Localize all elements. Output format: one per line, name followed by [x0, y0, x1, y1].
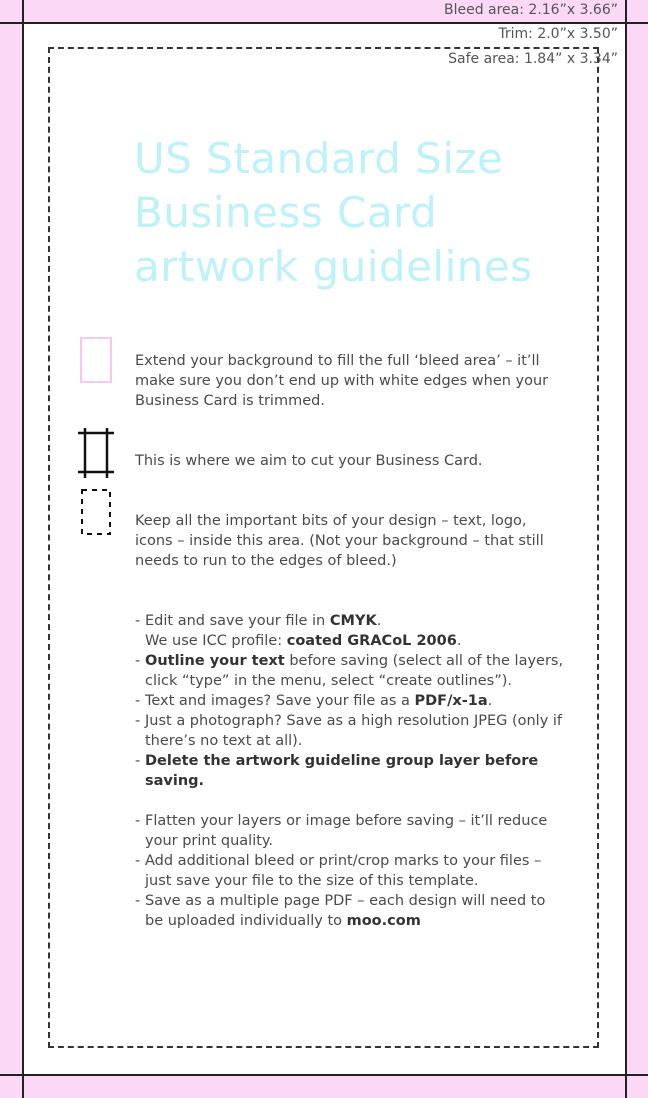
trim-line-right	[625, 0, 627, 1098]
bleed-icon	[80, 337, 112, 387]
trim-icon	[78, 428, 114, 482]
trim-label: Trim: 2.0”x 3.50”	[498, 26, 618, 42]
safe-description: Keep all the important bits of your design – text, logo, icons – inside this area. (Not your background – that still needs to run to the edges of bleed.)	[135, 513, 544, 569]
safe-area-label: Safe area: 1.84” x 3.34”	[448, 51, 618, 67]
do-list	[135, 611, 565, 791]
trim-description: This is where we aim to cut your Business Card.	[135, 453, 483, 469]
list-item: - Text and images? Save your file as a PDF/x-1a.	[135, 693, 493, 709]
list-item: - Just a photograph? Save as a high resolution JPEG (only if there’s no text at all).	[135, 713, 563, 749]
title-line-3: artwork guidelines	[134, 242, 533, 291]
trim-line-left	[22, 0, 24, 1098]
safe-area-icon	[80, 488, 112, 540]
list-item: - Outline your text before saving (select all of the layers, click “type” in the menu, select “create outlines”).	[135, 653, 564, 689]
title-line-1: US Standard Size	[134, 134, 504, 183]
list-item: - Edit and save your file in CMYK. We use ICC profile: coated GRACoL 2006.	[135, 613, 462, 649]
trim-line-bottom	[0, 1074, 648, 1076]
bleed-area-label: Bleed area: 2.16”x 3.66”	[443, 2, 618, 18]
list-item: - Delete the artwork guideline group layer before saving.	[135, 753, 539, 789]
list-item: - Save as a multiple page PDF – each design will need to be uploaded individually to moo.com	[135, 893, 546, 929]
list-item: - Add additional bleed or print/crop marks to your files – just save your file to the size of this template.	[135, 853, 542, 889]
page-title	[134, 132, 533, 294]
bleed-description: Extend your background to fill the full ‘bleed area’ – it’ll make sure you don’t end up with white edges when your Business Card is trimmed.	[135, 353, 549, 409]
title-line-2: Business Card	[134, 188, 438, 237]
dont-list	[135, 811, 565, 931]
list-item: - Flatten your layers or image before saving – it’ll reduce your print quality.	[135, 813, 548, 849]
trim-line-top	[0, 22, 648, 24]
